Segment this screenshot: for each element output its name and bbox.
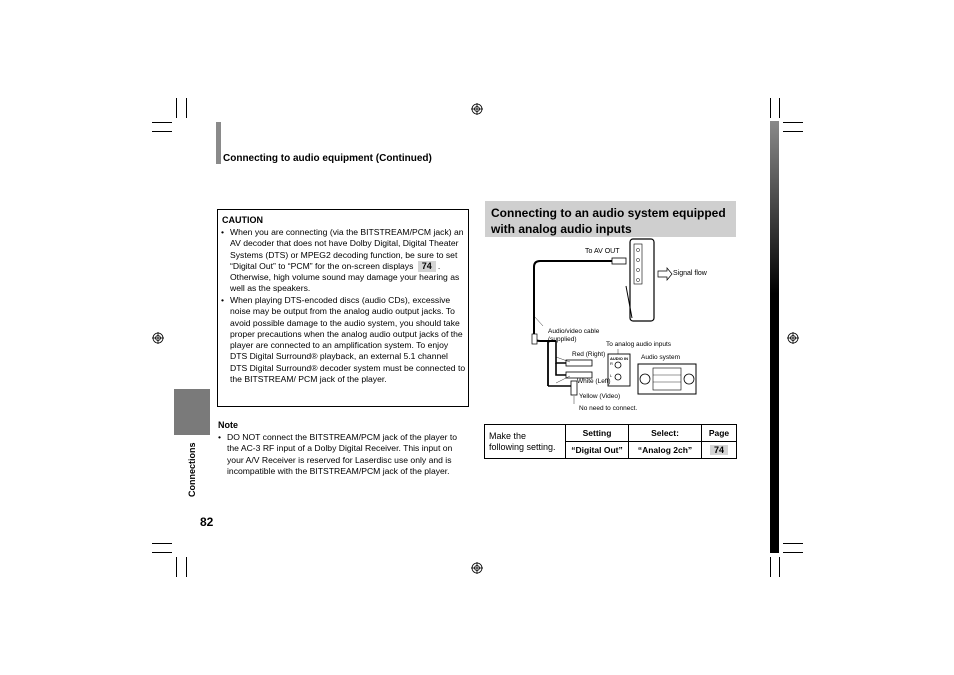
- diagram-label-av-out: To AV OUT: [585, 248, 620, 255]
- settings-instruction: Make the following setting.: [485, 425, 566, 459]
- diagram-label-red: Red (Right): [572, 351, 606, 358]
- caution-item-text: When playing DTS-encoded discs (audio CDs), excessive noise may be output from the analog audio output jacks. To avoid possible damage to the audio system, you should take proper precautions when the analog audio output jacks of the player are connected to an amplification system. To enjoy DTS Digital Surround® playback, an external 5.1 channel DTS Digital Surround® decoder system must be connected to the BITSTREAM/ PCM jack of the player.: [230, 295, 466, 385]
- diagram-label-white: White (Left): [577, 378, 611, 385]
- caution-item-text: When you are connecting (via the BITSTREAM/PCM jack) an AV decoder that does not have Dolby Digital, Digital Theater Systems (DTS) or MPEG2 decoding function, be sure to set “Digital Out” to “PCM” for the on-screen displays: [230, 227, 464, 271]
- diagram-label-audio-in: AUDIO IN: [610, 356, 628, 361]
- registration-mark-icon: [152, 332, 164, 344]
- section-heading: Connecting to an audio system equipped with analog audio inputs: [491, 206, 726, 236]
- section-tab-label: Connections: [187, 442, 197, 497]
- note-title: Note: [218, 420, 238, 430]
- diagram-label-no-need: No need to connect.: [579, 405, 638, 412]
- section-tab: [174, 389, 210, 435]
- header-bar: [216, 122, 221, 164]
- settings-header-setting: Setting: [566, 425, 629, 442]
- signal-flow-icon: [658, 268, 672, 280]
- registration-mark-icon: [787, 332, 799, 344]
- page-number: 82: [200, 515, 214, 529]
- diagram-label-analog-inputs: To analog audio inputs: [606, 341, 672, 348]
- page-edge-bar: [770, 121, 779, 553]
- settings-value-select: “Analog 2ch”: [629, 442, 702, 459]
- bullet: •: [221, 227, 225, 237]
- registration-mark-icon: [471, 103, 483, 115]
- settings-header-select: Select:: [629, 425, 702, 442]
- registration-mark-icon: [471, 562, 483, 574]
- settings-value-page: [702, 442, 737, 459]
- diagram-label-cable: Audio/video cable (supplied): [548, 328, 600, 343]
- bullet: •: [218, 432, 222, 442]
- diagram-label-yellow: Yellow (Video): [579, 393, 621, 400]
- page-reference: 74: [418, 261, 436, 272]
- settings-table: [484, 424, 737, 459]
- settings-value-setting: “Digital Out”: [566, 442, 629, 459]
- page-title: Connecting to audio equipment (Continued): [223, 153, 432, 164]
- diagram-label-r: R: [610, 361, 613, 366]
- caution-item-text: . Otherwise, high volume sound may damage your hearing as well as the speakers.: [230, 260, 460, 294]
- settings-header-page: Page: [702, 425, 737, 442]
- page-reference: 74: [710, 445, 728, 455]
- diagram-label-audio-system: Audio system: [641, 354, 681, 361]
- bullet: •: [221, 295, 225, 305]
- note-item-text: DO NOT connect the BITSTREAM/PCM jack of the player to the AC-3 RF input of a Dolby Digital Receiver. This input on your A/V Receiver is reserved for Laserdisc use only and is incompatible with the BITSTREAM/PCM jack of the player.: [227, 432, 458, 476]
- diagram-label-l: L: [610, 373, 613, 378]
- caution-title: CAUTION: [222, 215, 263, 225]
- diagram-label-signal-flow: Signal flow: [673, 270, 707, 277]
